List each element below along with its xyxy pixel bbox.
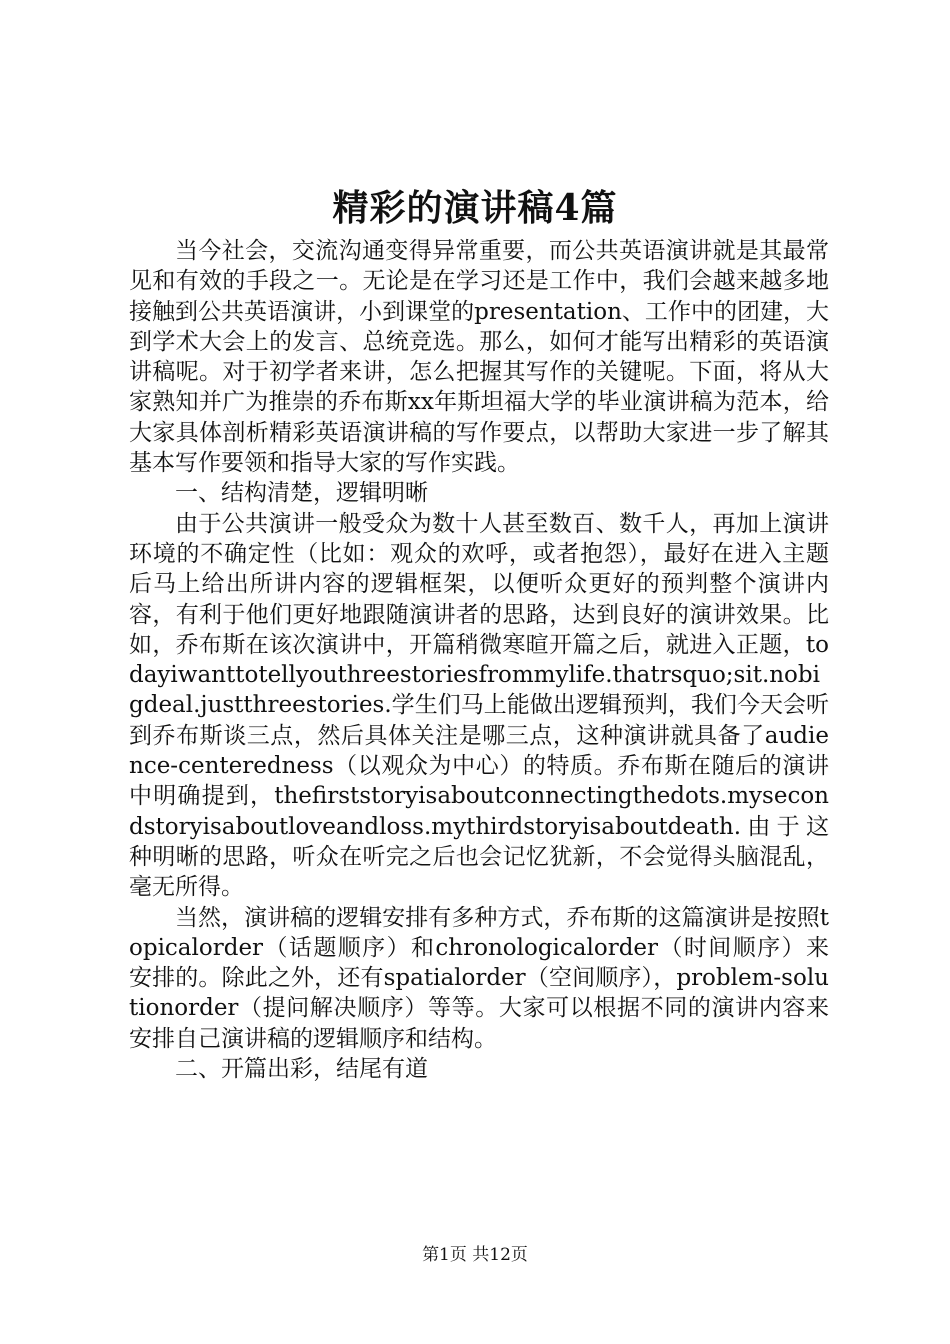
- body-paragraph: 当然，演讲稿的逻辑安排有多种方式，乔布斯的这篇演讲是按照topicalorder（话题顺序）和chronologicalorder（时间顺序）来安排的。除此之外，还有spatialorder（空间顺序），problem-solutionorder（提问解决顺序）等等。大家可以根据不同的演讲内容来安排自己演讲稿的逻辑顺序和结构。: [129, 904, 829, 1052]
- page-number-footer: 第1页 共12页: [422, 1245, 528, 1265]
- document-body: [129, 236, 829, 1084]
- intro-paragraph: 当今社会，交流沟通变得异常重要，而公共英语演讲就是其最常见和有效的手段之一。无论是在学习还是工作中，我们会越来越多地接触到公共英语演讲，小到课堂的presentation、工作中的团建，大到学术大会上的发言、总统竞选。那么，如何才能写出精彩的英语演讲稿呢。对于初学者来讲，怎么把握其写作的关键呢。下面，将从大家熟知并广为推崇的乔布斯xx年斯坦福大学的毕业演讲稿为范本，给大家具体剖析精彩英语演讲稿的写作要点，以帮助大家进一步了解其基本写作要领和指导大家的写作实践。: [129, 238, 829, 477]
- section-heading-structure: 一、结构清楚，逻辑明晰: [175, 480, 428, 507]
- document-title: 精彩的演讲稿4篇: [332, 187, 618, 229]
- body-paragraph: 由于公共演讲一般受众为数十人甚至数百、数千人，再加上演讲环境的不确定性（比如：观众的欢呼，或者抱怨），最好在进入主题后马上给出所讲内容的逻辑框架，以便听众更好的预判整个演讲内容，有利于他们更好地跟随演讲者的思路，达到良好的演讲效果。比如，乔布斯在该次演讲中，开篇稍微寒暄开篇之后，就进入正题，todayiwanttotellyouthreestoriesfrommylife.thatrsquo;sit.nobigdeal.justthreestories.学生们马上能做出逻辑预判，我们今天会听到乔布斯谈三点，然后具体关注是哪三点，这种演讲就具备了audience-centeredness（以观众为中心）的特质。乔布斯在随后的演讲中明确提到，thefirststoryisaboutconnectingthedots.mysecondstoryisaboutloveandloss.mythirdstoryisaboutdeath.由于这种明晰的思路，听众在听完之后也会记忆犹新，不会觉得头脑混乱，毫无所得。: [129, 510, 829, 901]
- section-heading-opening: 二、开篇出彩，结尾有道: [175, 1056, 428, 1083]
